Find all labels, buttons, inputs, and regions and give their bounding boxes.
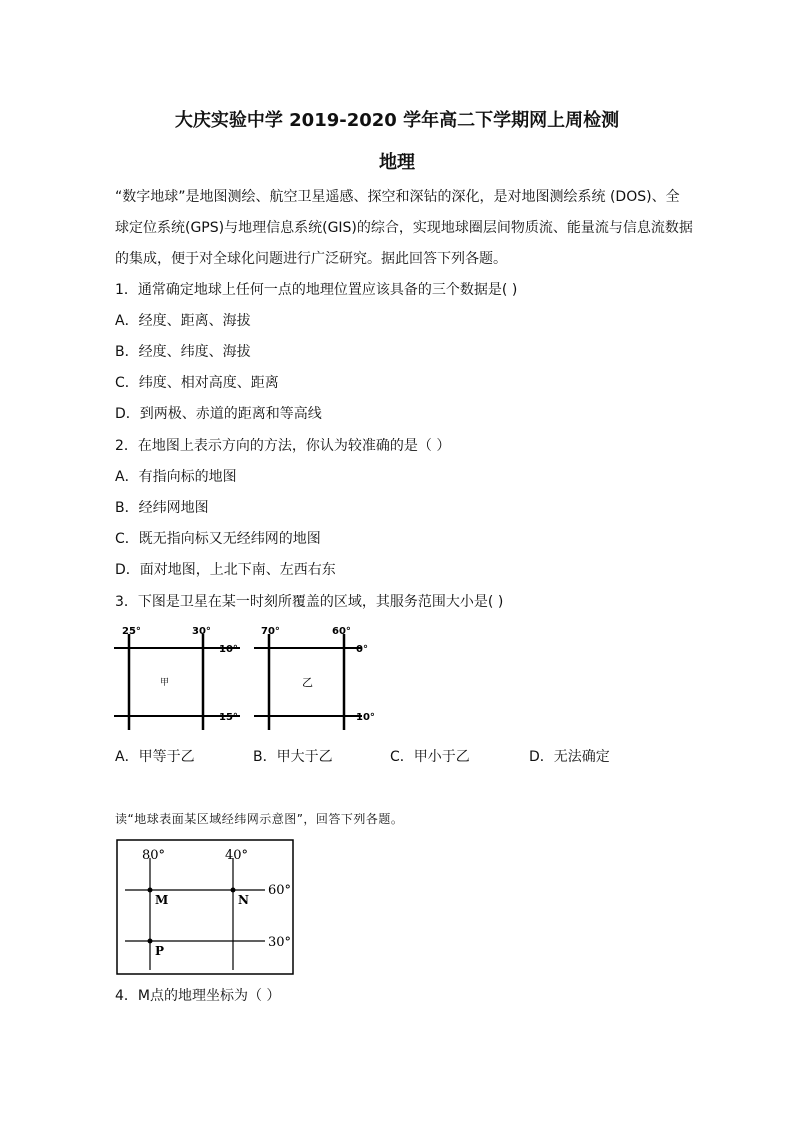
lon-label-80: 80° xyxy=(142,848,166,863)
lat-label-bottom: 15° xyxy=(219,712,238,723)
lat-lon-grid-map xyxy=(115,838,297,978)
point-p-label: P xyxy=(155,944,165,958)
q1-option-d: D．到两极、赤道的距离和等高线 xyxy=(115,406,322,422)
intro-line-3: 的集成，便于对全球化问题进行广泛研究。据此回答下列各题。 xyxy=(115,251,507,267)
lat-label-30: 30° xyxy=(268,935,292,950)
subject-title: 地理 xyxy=(379,152,415,173)
q1-option-a: A．经度、距离、海拔 xyxy=(115,313,251,329)
map-reading-intro: 读“地球表面某区域经纬网示意图”，回答下列各题。 xyxy=(115,812,404,826)
satellite-area-figure-yi xyxy=(252,622,392,734)
point-n-label: N xyxy=(238,893,249,907)
question-4-stem: 4．M点的地理坐标为（ ） xyxy=(115,988,281,1004)
area-label-yi: 乙 xyxy=(302,676,313,689)
q2-option-b: B．经纬网地图 xyxy=(115,500,209,516)
lon-label-right: 60° xyxy=(332,626,351,637)
q2-option-a: A．有指向标的地图 xyxy=(115,469,237,485)
q3-option-c: C．甲小于乙 xyxy=(390,749,470,765)
q3-option-b: B．甲大于乙 xyxy=(253,749,333,765)
lat-label-60: 60° xyxy=(268,883,292,898)
intro-line-2: 球定位系统(GPS)与地理信息系统(GIS)的综合，实现地球圈层间物质流、能量流与信息流数据 xyxy=(115,220,693,236)
q1-option-b: B．经度、纬度、海拔 xyxy=(115,344,251,360)
lon-label-left: 70° xyxy=(261,626,280,637)
point-p xyxy=(148,939,153,944)
lon-label-left: 25° xyxy=(122,626,141,637)
lon-label-right: 30° xyxy=(192,626,211,637)
question-3-stem: 3．下图是卫星在某一时刻所覆盖的区域，其服务范围大小是( ) xyxy=(115,594,504,610)
satellite-area-figure-jia xyxy=(112,622,252,734)
lat-label-top: 10° xyxy=(219,644,238,655)
point-m xyxy=(148,888,153,893)
area-label-jia: 甲 xyxy=(160,678,170,688)
q2-option-c: C．既无指向标又无经纬网的地图 xyxy=(115,531,321,547)
question-1-stem: 1．通常确定地球上任何一点的地理位置应该具备的三个数据是( ) xyxy=(115,282,518,298)
q3-option-d: D．无法确定 xyxy=(529,749,610,765)
lat-label-bottom: 10° xyxy=(356,712,375,723)
document-title: 大庆实验中学 2019-2020 学年高二下学期网上周检测 xyxy=(174,110,620,131)
point-m-label: M xyxy=(155,893,169,907)
question-2-stem: 2．在地图上表示方向的方法，你认为较准确的是（ ） xyxy=(115,438,451,454)
point-n xyxy=(231,888,236,893)
lat-label-top: 0° xyxy=(356,644,368,655)
q2-option-d: D．面对地图，上北下南、左西右东 xyxy=(115,562,336,578)
q1-option-c: C．纬度、相对高度、距离 xyxy=(115,375,279,391)
intro-line-1: “数字地球”是地图测绘、航空卫星遥感、探空和深钻的深化，是对地图测绘系统 (DOS)、全 xyxy=(115,189,680,205)
lon-label-40: 40° xyxy=(225,848,249,863)
q3-option-a: A．甲等于乙 xyxy=(115,749,195,765)
